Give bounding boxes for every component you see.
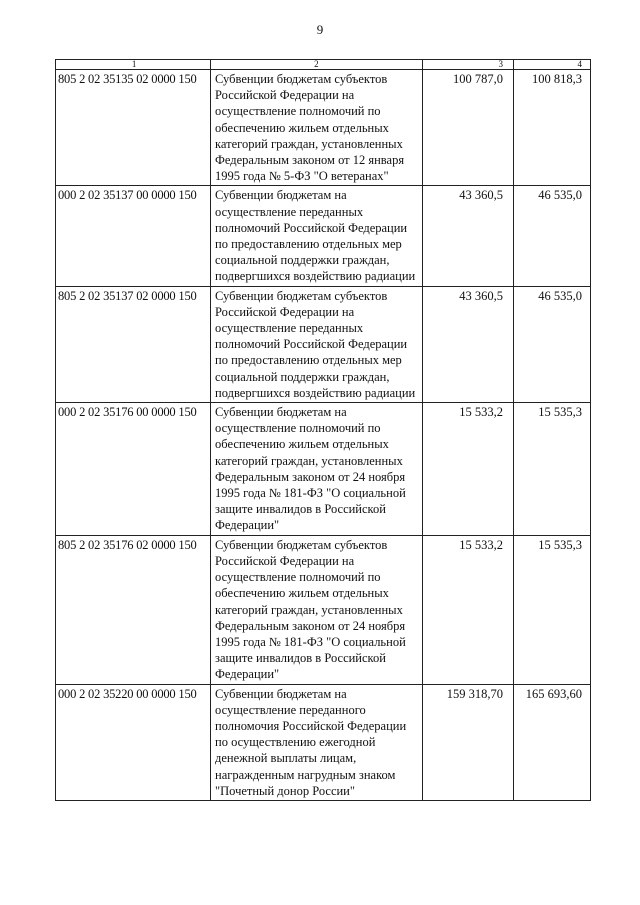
table-row: [56, 403, 591, 536]
table-row: [56, 186, 591, 286]
budget-code: 805 2 02 35137 02 0000 150: [56, 286, 211, 402]
amount-column-4: 15 535,3: [513, 535, 590, 684]
revenue-description: Субвенции бюджетам на осуществление переданных полномочий Российской Федерации по предоставлению отдельных мер социальной поддержки граждан, подвергшихся воздействию радиации: [211, 186, 423, 286]
amount-column-3: 15 533,2: [422, 403, 513, 536]
amount-column-4: 100 818,3: [513, 70, 590, 186]
budget-code: 805 2 02 35176 02 0000 150: [56, 535, 211, 684]
amount-column-3: 43 360,5: [422, 286, 513, 402]
table-row: [56, 70, 591, 186]
budget-code: 805 2 02 35135 02 0000 150: [56, 70, 211, 186]
revenue-description: Субвенции бюджетам на осуществление переданного полномочия Российской Федерации по осуществлению ежегодной денежной выплаты лицам, награжденным нагрудным знаком "Почетный донор России": [211, 684, 423, 800]
budget-code: 000 2 02 35220 00 0000 150: [56, 684, 211, 800]
amount-column-4: 46 535,0: [513, 286, 590, 402]
page-number: 9: [316, 22, 324, 37]
budget-table: [55, 59, 591, 801]
amount-column-3: 43 360,5: [422, 186, 513, 286]
budget-code: 000 2 02 35176 00 0000 150: [56, 403, 211, 536]
amount-column-4: 46 535,0: [513, 186, 590, 286]
amount-column-3: 15 533,2: [422, 535, 513, 684]
column-number-4: 4: [513, 60, 590, 70]
amount-column-3: 100 787,0: [422, 70, 513, 186]
table-row: [56, 535, 591, 684]
amount-column-4: 15 535,3: [513, 403, 590, 536]
amount-column-4: 165 693,60: [513, 684, 590, 800]
table-row: [56, 684, 591, 800]
budget-code: 000 2 02 35137 00 0000 150: [56, 186, 211, 286]
column-number-3: 3: [422, 60, 513, 70]
revenue-description: Субвенции бюджетам субъектов Российской Федерации на осуществление переданных полномочий Российской Федерации по предоставлению отдельных мер социальной поддержки граждан, подвергшихся воздействию радиации: [211, 286, 423, 402]
revenue-description: Субвенции бюджетам субъектов Российской Федерации на осуществление полномочий по обеспечению жильем отдельных категорий граждан, установленных Федеральным законом от 12 января 1995 года № 5-ФЗ "О ветеранах": [211, 70, 423, 186]
column-number-2: 2: [211, 60, 423, 70]
column-number-1: 1: [56, 60, 211, 70]
amount-column-3: 159 318,70: [422, 684, 513, 800]
revenue-description: Субвенции бюджетам на осуществление полномочий по обеспечению жильем отдельных категорий граждан, установленных Федеральным законом от 24 ноября 1995 года № 181-ФЗ "О социальной защите инвалидов в Российской Федерации": [211, 403, 423, 536]
column-number-row: [56, 60, 591, 70]
table-row: [56, 286, 591, 402]
revenue-description: Субвенции бюджетам субъектов Российской Федерации на осуществление полномочий по обеспечению жильем отдельных категорий граждан, установленных Федеральным законом от 24 ноября 1995 года № 181-ФЗ "О социальной защите инвалидов в Российской Федерации": [211, 535, 423, 684]
